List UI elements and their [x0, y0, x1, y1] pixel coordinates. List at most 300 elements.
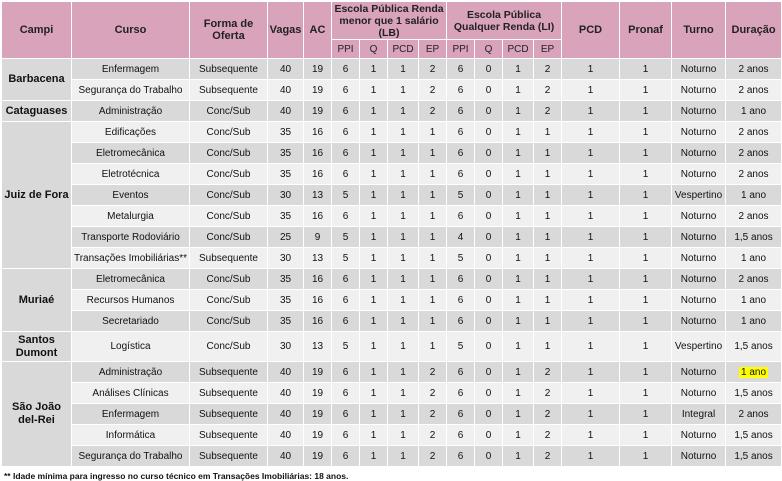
- table-cell: 6: [332, 383, 360, 404]
- table-cell: 6: [447, 164, 475, 185]
- header-turno: Turno: [672, 2, 726, 59]
- table-cell: 1: [360, 404, 388, 425]
- table-cell: 2 anos: [726, 206, 782, 227]
- table-cell: 6: [332, 290, 360, 311]
- table-cell: 1: [620, 404, 672, 425]
- table-cell: 0: [475, 185, 503, 206]
- table-cell: 6: [447, 122, 475, 143]
- table-cell: 1: [503, 227, 534, 248]
- header-li: Escola Pública Qualquer Renda (LI): [447, 2, 562, 40]
- table-cell: 5: [332, 185, 360, 206]
- table-cell: 0: [475, 446, 503, 467]
- table-cell: 1: [360, 311, 388, 332]
- table-cell: 1: [419, 290, 447, 311]
- table-cell: 0: [475, 227, 503, 248]
- table-row: [2, 248, 782, 269]
- table-cell: 5: [447, 185, 475, 206]
- table-cell: Conc/Sub: [190, 206, 268, 227]
- table-cell: 19: [304, 425, 332, 446]
- table-cell: 19: [304, 80, 332, 101]
- table-row: [2, 185, 782, 206]
- table-cell: 1: [620, 143, 672, 164]
- campus-cell: Juiz de Fora: [2, 122, 72, 269]
- table-cell: 2 anos: [726, 59, 782, 80]
- table-cell: Conc/Sub: [190, 311, 268, 332]
- table-cell: 1 ano: [726, 311, 782, 332]
- table-cell: 1: [562, 362, 620, 383]
- table-cell: 9: [304, 227, 332, 248]
- table-cell: 19: [304, 362, 332, 383]
- table-cell: 2 anos: [726, 164, 782, 185]
- subheader-ppi: PPI: [332, 40, 360, 59]
- table-cell: Subsequente: [190, 59, 268, 80]
- table-cell: 5: [447, 332, 475, 362]
- table-cell: 1: [419, 311, 447, 332]
- subheader-pcd: PCD: [388, 40, 419, 59]
- table-cell: 1: [534, 143, 562, 164]
- table-cell: 6: [332, 101, 360, 122]
- table-cell: 1,5 anos: [726, 227, 782, 248]
- table-cell: 1: [360, 269, 388, 290]
- table-cell: 6: [447, 206, 475, 227]
- table-cell: 1: [534, 248, 562, 269]
- highlighted-duration: 1 ano: [741, 366, 767, 378]
- table-cell: 1 ano: [726, 290, 782, 311]
- table-cell: 1: [360, 362, 388, 383]
- table-cell: 1: [620, 362, 672, 383]
- table-cell: 30: [268, 185, 304, 206]
- table-row: [2, 80, 782, 101]
- table-cell: 13: [304, 248, 332, 269]
- table-cell: Conc/Sub: [190, 269, 268, 290]
- table-row: [2, 269, 782, 290]
- table-cell: 40: [268, 80, 304, 101]
- table-cell: 1: [360, 383, 388, 404]
- table-cell: 1: [419, 164, 447, 185]
- table-cell: 13: [304, 185, 332, 206]
- table-cell: 1: [419, 185, 447, 206]
- table-cell: 2: [419, 59, 447, 80]
- campus-cell: Cataguases: [2, 101, 72, 122]
- table-cell: 1: [360, 122, 388, 143]
- table-cell: 2 anos: [726, 143, 782, 164]
- table-row: [2, 404, 782, 425]
- table-cell: 1: [620, 80, 672, 101]
- table-cell: Noturno: [672, 425, 726, 446]
- table-cell: 1,5 anos: [726, 332, 782, 362]
- table-cell: 2: [534, 101, 562, 122]
- table-cell: 1: [388, 362, 419, 383]
- table-row: [2, 425, 782, 446]
- table-cell: 6: [332, 362, 360, 383]
- header-pcd: PCD: [562, 2, 620, 59]
- table-cell: 1: [503, 206, 534, 227]
- table-cell: 1: [620, 290, 672, 311]
- table-cell: 1: [534, 206, 562, 227]
- table-cell: 1: [388, 80, 419, 101]
- footnote: ** Idade mínima para ingresso no curso técnico em Transações Imobiliárias: 18 anos.: [4, 471, 349, 481]
- table-cell: Noturno: [672, 362, 726, 383]
- table-cell: 40: [268, 59, 304, 80]
- table-cell: 1: [534, 185, 562, 206]
- table-cell: 0: [475, 143, 503, 164]
- table-cell: Subsequente: [190, 383, 268, 404]
- table-cell: 1: [503, 185, 534, 206]
- table-cell: 1: [388, 206, 419, 227]
- table-cell: 0: [475, 404, 503, 425]
- table-cell: 0: [475, 101, 503, 122]
- table-cell: 1 ano: [726, 101, 782, 122]
- table-cell: 2 anos: [726, 404, 782, 425]
- table-cell: 1: [620, 446, 672, 467]
- table-cell: 6: [332, 122, 360, 143]
- header-pronaf: Pronaf: [620, 2, 672, 59]
- table-cell: 35: [268, 164, 304, 185]
- table-cell: 2 anos: [726, 122, 782, 143]
- table-cell: Secretariado: [72, 311, 190, 332]
- table-cell: 35: [268, 143, 304, 164]
- subheader-pcd: PCD: [503, 40, 534, 59]
- table-cell: 6: [332, 164, 360, 185]
- table-cell: 40: [268, 404, 304, 425]
- table-cell: 2 anos: [726, 80, 782, 101]
- table-cell: Integral: [672, 404, 726, 425]
- header-duracao: Duração: [726, 2, 782, 59]
- table-cell: 1: [620, 311, 672, 332]
- table-cell: 1: [388, 185, 419, 206]
- header-curso: Curso: [72, 2, 190, 59]
- table-cell: Noturno: [672, 164, 726, 185]
- table-cell: 16: [304, 143, 332, 164]
- table-cell: 0: [475, 311, 503, 332]
- table-cell: 1: [562, 164, 620, 185]
- table-cell: 2: [419, 80, 447, 101]
- table-cell: 1: [360, 164, 388, 185]
- subheader-ep: EP: [419, 40, 447, 59]
- table-cell: Enfermagem: [72, 404, 190, 425]
- table-cell: 2: [419, 383, 447, 404]
- table-cell: 6: [447, 290, 475, 311]
- table-cell: 5: [332, 248, 360, 269]
- table-cell: 2: [534, 404, 562, 425]
- table-cell: 1: [360, 143, 388, 164]
- table-cell: 1: [534, 290, 562, 311]
- table-cell: 1: [620, 101, 672, 122]
- table-cell: Subsequente: [190, 425, 268, 446]
- table-cell: 6: [332, 143, 360, 164]
- table-cell: 2: [419, 446, 447, 467]
- table-cell: 1: [503, 311, 534, 332]
- table-cell: 1: [620, 332, 672, 362]
- table-cell: 1: [503, 332, 534, 362]
- table-cell: 6: [332, 425, 360, 446]
- table-cell: Noturno: [672, 311, 726, 332]
- table-cell: 1: [388, 227, 419, 248]
- table-cell: 1: [503, 143, 534, 164]
- table-cell: Edificações: [72, 122, 190, 143]
- table-cell: 1,5 anos: [726, 425, 782, 446]
- table-cell: 1: [534, 311, 562, 332]
- table-cell: 35: [268, 269, 304, 290]
- table-cell: Subsequente: [190, 446, 268, 467]
- table-cell: 6: [447, 404, 475, 425]
- table-cell: Segurança do Trabalho: [72, 80, 190, 101]
- table-cell: 6: [447, 446, 475, 467]
- table-cell: 6: [447, 311, 475, 332]
- table-cell: Análises Clínicas: [72, 383, 190, 404]
- table-cell: 1: [562, 80, 620, 101]
- subheader-q: Q: [360, 40, 388, 59]
- table-cell: Conc/Sub: [190, 101, 268, 122]
- table-cell: Administração: [72, 362, 190, 383]
- table-cell: 1: [503, 101, 534, 122]
- table-cell: Noturno: [672, 248, 726, 269]
- table-cell: Recursos Humanos: [72, 290, 190, 311]
- table-cell: 19: [304, 59, 332, 80]
- table-cell: 1: [503, 269, 534, 290]
- table-cell: 25: [268, 227, 304, 248]
- table-cell: 1: [419, 227, 447, 248]
- table-cell: 4: [447, 227, 475, 248]
- table-cell: Conc/Sub: [190, 227, 268, 248]
- table-cell: 6: [447, 269, 475, 290]
- table-cell: 2: [419, 101, 447, 122]
- table-cell: 6: [447, 362, 475, 383]
- table-cell: 1: [360, 59, 388, 80]
- table-cell: 2 anos: [726, 269, 782, 290]
- header-forma: Forma de Oferta: [190, 2, 268, 59]
- table-cell: 5: [332, 332, 360, 362]
- table-row: [2, 311, 782, 332]
- table-cell: 1: [534, 332, 562, 362]
- table-cell: 1: [562, 383, 620, 404]
- table-cell: Noturno: [672, 383, 726, 404]
- table-cell: 1: [562, 59, 620, 80]
- subheader-ppi: PPI: [447, 40, 475, 59]
- table-cell: 6: [447, 425, 475, 446]
- table-cell: 2: [534, 362, 562, 383]
- table-cell: 1: [620, 425, 672, 446]
- table-cell: 1: [388, 383, 419, 404]
- table-cell: [726, 362, 782, 383]
- table-cell: 35: [268, 206, 304, 227]
- table-cell: 1: [562, 311, 620, 332]
- table-cell: 1: [503, 122, 534, 143]
- table-cell: 0: [475, 164, 503, 185]
- table-cell: 1: [419, 206, 447, 227]
- table-cell: 1: [503, 248, 534, 269]
- table-cell: 1: [503, 446, 534, 467]
- table-cell: 1: [620, 227, 672, 248]
- table-cell: 1: [388, 59, 419, 80]
- table-cell: 1: [620, 164, 672, 185]
- table-cell: 19: [304, 383, 332, 404]
- campus-cell: Barbacena: [2, 59, 72, 101]
- table-cell: Noturno: [672, 143, 726, 164]
- header-ac: AC: [304, 2, 332, 59]
- table-cell: Eletrotécnica: [72, 164, 190, 185]
- table-cell: 1: [419, 122, 447, 143]
- table-cell: 1: [620, 59, 672, 80]
- table-cell: 1: [360, 185, 388, 206]
- table-cell: 1: [388, 143, 419, 164]
- table-cell: 40: [268, 383, 304, 404]
- table-cell: 1,5 anos: [726, 383, 782, 404]
- table-cell: 0: [475, 425, 503, 446]
- table-cell: 35: [268, 290, 304, 311]
- table-cell: 0: [475, 248, 503, 269]
- table-cell: 6: [447, 59, 475, 80]
- table-cell: Conc/Sub: [190, 332, 268, 362]
- table-cell: 1: [503, 80, 534, 101]
- table-cell: 1: [388, 332, 419, 362]
- table-cell: 1: [620, 248, 672, 269]
- table-row: [2, 227, 782, 248]
- table-row: [2, 164, 782, 185]
- table-cell: Subsequente: [190, 404, 268, 425]
- table-cell: Informática: [72, 425, 190, 446]
- table-cell: 6: [447, 143, 475, 164]
- table-cell: 1 ano: [726, 248, 782, 269]
- table-cell: Eletromecânica: [72, 269, 190, 290]
- table-cell: Eventos: [72, 185, 190, 206]
- table-cell: 1: [503, 404, 534, 425]
- table-cell: 1: [360, 332, 388, 362]
- table-cell: 2: [534, 425, 562, 446]
- table-cell: 1: [360, 101, 388, 122]
- table-cell: Subsequente: [190, 362, 268, 383]
- table-cell: 1: [419, 143, 447, 164]
- table-cell: 1: [534, 227, 562, 248]
- table-cell: 1: [620, 122, 672, 143]
- table-cell: 16: [304, 206, 332, 227]
- table-cell: 16: [304, 122, 332, 143]
- table-cell: 1: [562, 290, 620, 311]
- table-cell: 1: [419, 269, 447, 290]
- vacancy-table: [1, 1, 782, 467]
- table-cell: 1: [562, 122, 620, 143]
- table-cell: 6: [332, 80, 360, 101]
- table-cell: Conc/Sub: [190, 143, 268, 164]
- table-cell: 30: [268, 248, 304, 269]
- table-cell: 1: [620, 269, 672, 290]
- table-cell: 16: [304, 164, 332, 185]
- table-cell: 1: [419, 332, 447, 362]
- table-cell: 1: [620, 185, 672, 206]
- table-cell: 16: [304, 311, 332, 332]
- campus-cell: Santos Dumont: [2, 332, 72, 362]
- table-cell: Noturno: [672, 290, 726, 311]
- table-cell: 1: [562, 185, 620, 206]
- table-cell: 1: [388, 425, 419, 446]
- table-cell: Logística: [72, 332, 190, 362]
- table-cell: 1: [562, 332, 620, 362]
- table-cell: 0: [475, 59, 503, 80]
- table-cell: 1: [503, 164, 534, 185]
- table-cell: 6: [447, 383, 475, 404]
- table-cell: Noturno: [672, 269, 726, 290]
- table-cell: 35: [268, 122, 304, 143]
- table-cell: 1: [503, 425, 534, 446]
- table-cell: Noturno: [672, 80, 726, 101]
- table-cell: 1: [360, 80, 388, 101]
- table-cell: 1: [562, 425, 620, 446]
- table-cell: 1: [419, 248, 447, 269]
- table-cell: Noturno: [672, 122, 726, 143]
- header-campi: Campi: [2, 2, 72, 59]
- table-cell: 1: [360, 446, 388, 467]
- table-cell: 1: [503, 362, 534, 383]
- table-cell: Eletromecânica: [72, 143, 190, 164]
- table-cell: 6: [447, 101, 475, 122]
- table-cell: 1: [388, 248, 419, 269]
- table-cell: 2: [419, 425, 447, 446]
- table-cell: 1: [360, 290, 388, 311]
- table-cell: 1: [562, 101, 620, 122]
- table-cell: 19: [304, 446, 332, 467]
- table-cell: 1: [562, 206, 620, 227]
- table-cell: Subsequente: [190, 248, 268, 269]
- table-cell: 6: [332, 311, 360, 332]
- table-cell: 16: [304, 269, 332, 290]
- table-cell: 40: [268, 101, 304, 122]
- table-cell: 1: [388, 290, 419, 311]
- table-cell: 40: [268, 446, 304, 467]
- table-cell: 6: [332, 59, 360, 80]
- table-cell: 1: [388, 122, 419, 143]
- table-cell: 1 ano: [726, 185, 782, 206]
- table-row: [2, 290, 782, 311]
- table-cell: 2: [419, 404, 447, 425]
- table-cell: Noturno: [672, 227, 726, 248]
- table-row: [2, 446, 782, 467]
- table-cell: 1: [534, 269, 562, 290]
- table-cell: 1: [388, 311, 419, 332]
- table-cell: Vespertino: [672, 332, 726, 362]
- subheader-q: Q: [475, 40, 503, 59]
- table-cell: Segurança do Trabalho: [72, 446, 190, 467]
- table-row: [2, 59, 782, 80]
- table-cell: 1: [388, 269, 419, 290]
- table-cell: 1: [562, 248, 620, 269]
- table-cell: 1: [534, 164, 562, 185]
- table-cell: 1: [388, 404, 419, 425]
- table-row: [2, 206, 782, 227]
- table-cell: 30: [268, 332, 304, 362]
- table-cell: 1: [620, 383, 672, 404]
- table-cell: 0: [475, 122, 503, 143]
- table-cell: 5: [447, 248, 475, 269]
- campus-cell: Muriaé: [2, 269, 72, 332]
- table-cell: Transporte Rodoviário: [72, 227, 190, 248]
- table-row: [2, 101, 782, 122]
- table-cell: 2: [534, 446, 562, 467]
- table-cell: Noturno: [672, 101, 726, 122]
- table-cell: 13: [304, 332, 332, 362]
- table-cell: 6: [447, 80, 475, 101]
- table-cell: Noturno: [672, 206, 726, 227]
- table-cell: Enfermagem: [72, 59, 190, 80]
- table-cell: Conc/Sub: [190, 122, 268, 143]
- table-cell: 1: [503, 383, 534, 404]
- table-cell: Metalurgia: [72, 206, 190, 227]
- table-cell: 5: [332, 227, 360, 248]
- table-cell: 0: [475, 80, 503, 101]
- table-cell: 1: [562, 143, 620, 164]
- table-cell: Administração: [72, 101, 190, 122]
- table-cell: Conc/Sub: [190, 290, 268, 311]
- table-cell: 0: [475, 383, 503, 404]
